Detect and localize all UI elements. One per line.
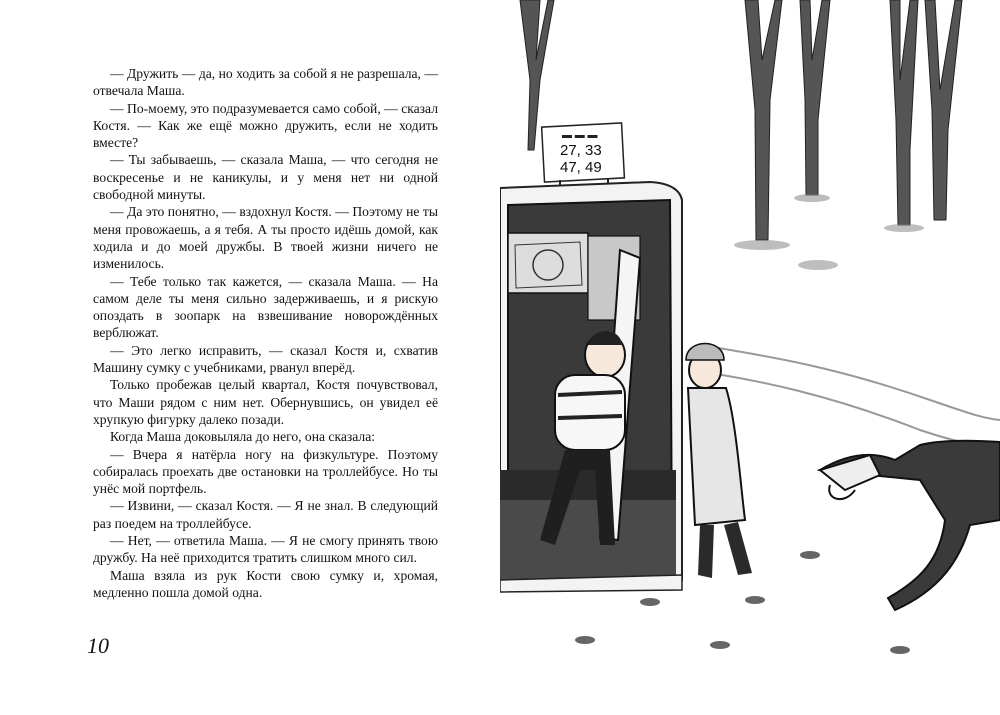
- snow-tracks: [690, 345, 1000, 448]
- paragraph: — Это легко исправить, — сказал Костя и, схватив Машину сумку с учебниками, рванул вперёд.: [93, 342, 438, 376]
- bus-stop-illustration: [500, 0, 1000, 715]
- paragraph: — Тебе только так кажется, — сказала Маша. — На самом деле ты меня сильно задерживаешь, и я рискую опоздать в зоопарк на взвешивание новорождённых верблюжат.: [93, 273, 438, 341]
- running-figure: [820, 441, 1000, 610]
- paragraph: Маша взяла из рук Кости свою сумку и, хромая, медленно пошла домой одна.: [93, 567, 438, 600]
- paragraph: Когда Маша доковыляла до него, она сказала:: [110, 429, 376, 445]
- paragraph: — По-моему, это подразумевается само собой, — сказал Костя. — Как же ещё можно дружить, если не ходить вместе?: [93, 100, 438, 151]
- page-number: 10: [87, 633, 109, 658]
- paragraph: — Да это понятно, — вздохнул Костя. — Поэтому не ты меня провожаешь, а я тебя. А ты просто идёшь домой, как ходила и до моей дружбы. В твоей жизни ничего не изменилось.: [93, 204, 438, 272]
- paragraph: — Нет, — ответила Маша. — Я не смогу принять твою дружбу. На неё приходится тратить слишком много сил.: [93, 533, 438, 566]
- paragraph: — Вчера я натёрла ногу на физкультуре. Поэтому собиралась проехать две остановки на троллейбусе. Но ты унёс мой портфель.: [93, 446, 438, 497]
- paragraph: — Извини, — сказал Костя. — Я не знал. В следующий раз поедем на троллейбусе.: [93, 498, 438, 531]
- story-text: [93, 65, 438, 601]
- paragraph: — Дружить — да, но ходить за собой я не разрешала, — отвечала Маша.: [93, 66, 438, 99]
- paragraph: — Ты забываешь, — сказала Маша, — что сегодня не воскресенье и не каникулы, и у меня нет ни одной свободной минуты.: [93, 152, 438, 203]
- route-sign-line-1: 27, 33: [560, 142, 602, 159]
- route-sign-line-2: 47, 49: [560, 159, 602, 176]
- svg-text:▬ ▬ ▬: ▬ ▬ ▬: [562, 130, 598, 141]
- illustration: [500, 0, 1000, 715]
- paragraph: Только пробежав целый квартал, Костя почувствовал, что Маши рядом с ним нет. Обернувшись, он увидел её хрупкую фигурку далеко позади.: [93, 377, 438, 427]
